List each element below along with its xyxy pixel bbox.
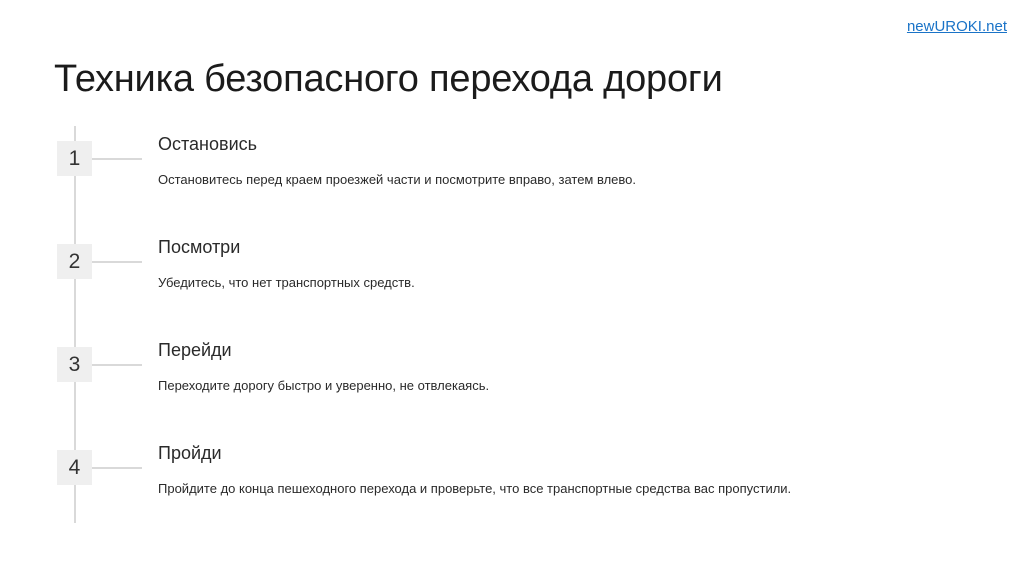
step-number-badge: 1	[57, 141, 92, 176]
step-description: Переходите дорогу быстро и уверенно, не отвлекаясь.	[158, 378, 490, 393]
step-number-badge: 2	[57, 244, 92, 279]
step-number-badge: 3	[57, 347, 92, 382]
brand-link[interactable]: newUROKI.net	[906, 18, 1007, 35]
step-heading: Перейди	[158, 340, 232, 360]
step-heading: Посмотри	[158, 237, 241, 257]
step-connector	[92, 364, 142, 366]
step-connector	[92, 467, 142, 469]
slide-title: Техника безопасного перехода дороги	[54, 58, 723, 100]
step-connector	[92, 158, 142, 160]
step-number-badge: 4	[57, 450, 92, 485]
step-heading: Остановись	[158, 134, 257, 154]
step-3	[0, 340, 1024, 437]
step-connector	[92, 261, 142, 263]
step-4	[0, 443, 1024, 540]
step-1	[0, 134, 1024, 231]
step-description: Убедитесь, что нет транспортных средств.	[158, 275, 415, 290]
step-description: Пройдите до конца пешеходного перехода и проверьте, что все транспортные средства вас пропустили.	[158, 481, 792, 496]
step-2	[0, 237, 1024, 334]
step-description: Остановитесь перед краем проезжей части и посмотрите вправо, затем влево.	[158, 172, 637, 187]
step-heading: Пройди	[158, 443, 222, 463]
